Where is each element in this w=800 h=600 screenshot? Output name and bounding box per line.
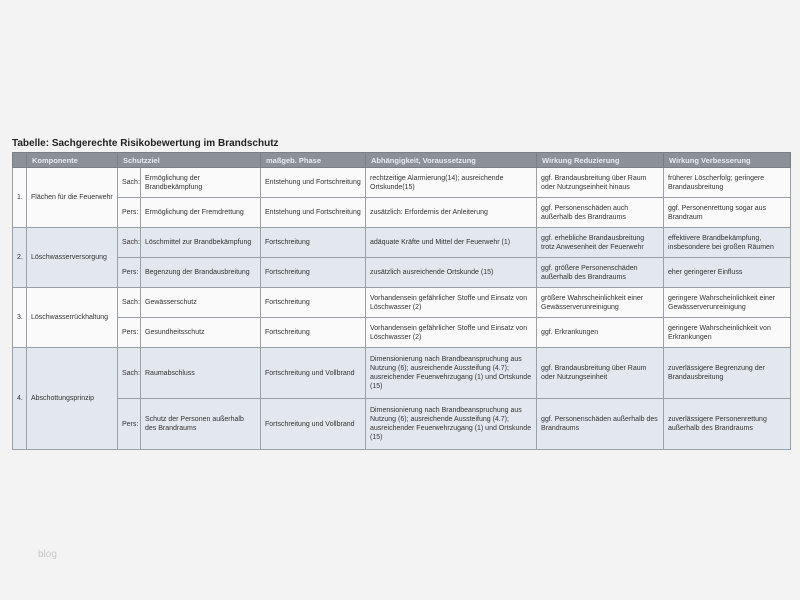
komponente-cell: Löschwasserrückhaltung xyxy=(27,288,118,348)
reduzierung-cell: ggf. Personenschäden außerhalb des Brandraums xyxy=(537,399,664,450)
reduzierung-cell: ggf. Brandausbreitung über Raum oder Nutzungseinheit hinaus xyxy=(537,168,664,198)
schutzziel-type: Sach: xyxy=(118,288,141,318)
header-row xyxy=(13,153,791,168)
watermark: blog xyxy=(38,549,57,560)
schutzziel-type: Pers: xyxy=(118,318,141,348)
table-title: Tabelle: Sachgerechte Risikobewertung im Brandschutz xyxy=(12,138,279,149)
komponente-cell: Löschwasserversorgung xyxy=(27,228,118,288)
schutzziel-cell: Raumabschluss xyxy=(141,348,261,399)
header-num xyxy=(13,153,27,168)
schutzziel-cell: Gesundheitsschutz xyxy=(141,318,261,348)
table-row xyxy=(13,228,791,258)
reduzierung-cell: größere Wahrscheinlichkeit einer Gewässerverunreinigung xyxy=(537,288,664,318)
table-row xyxy=(13,288,791,318)
verbesserung-cell: eher geringerer Einfluss xyxy=(664,258,791,288)
schutzziel-type: Pers: xyxy=(118,258,141,288)
table-row xyxy=(13,168,791,198)
schutzziel-type: Sach: xyxy=(118,168,141,198)
schutzziel-type: Sach: xyxy=(118,348,141,399)
reduzierung-cell: ggf. erhebliche Brandausbreitung trotz Anwesenheit der Feuerwehr xyxy=(537,228,664,258)
phase-cell: Fortschreitung xyxy=(261,318,366,348)
reduzierung-cell: ggf. Brandausbreitung über Raum oder Nutzungseinheit xyxy=(537,348,664,399)
header-verbesserung: Wirkung Verbesserung xyxy=(664,153,791,168)
schutzziel-type: Sach: xyxy=(118,228,141,258)
verbesserung-cell: effektivere Brandbekämpfung, insbesondere bei großen Räumen xyxy=(664,228,791,258)
risk-assessment-table xyxy=(12,152,791,450)
abhaengigkeit-cell: rechtzeitige Alarmierung(14); ausreichende Ortskunde(15) xyxy=(366,168,537,198)
row-number: 4. xyxy=(13,348,27,450)
verbesserung-cell: geringere Wahrscheinlichkeit einer Gewässerverunreinigung xyxy=(664,288,791,318)
table-row xyxy=(13,348,791,399)
header-phase: maßgeb. Phase xyxy=(261,153,366,168)
schutzziel-cell: Ermöglichung der Brandbekämpfung xyxy=(141,168,261,198)
header-reduzierung: Wirkung Reduzierung xyxy=(537,153,664,168)
schutzziel-cell: Begenzung der Brandausbreitung xyxy=(141,258,261,288)
row-number: 2. xyxy=(13,228,27,288)
phase-cell: Fortschreitung und Vollbrand xyxy=(261,399,366,450)
abhaengigkeit-cell: Dimensionierung nach Brandbeanspruchung aus Nutzung (6); ausreichende Aussteifung (4.7); ausreichender Feuerwehrzugang (1) und Ortskunde (15) xyxy=(366,399,537,450)
komponente-cell: Flächen für die Feuerwehr xyxy=(27,168,118,228)
verbesserung-cell: geringere Wahrscheinlichkeit von Erkrankungen xyxy=(664,318,791,348)
table-row xyxy=(13,399,791,450)
table-row xyxy=(13,318,791,348)
header-schutzziel: Schutzziel xyxy=(118,153,261,168)
schutzziel-cell: Schutz der Personen außerhalb des Brandraums xyxy=(141,399,261,450)
phase-cell: Fortschreitung xyxy=(261,228,366,258)
abhaengigkeit-cell: Vorhandensein gefährlicher Stoffe und Einsatz von Löschwasser (2) xyxy=(366,288,537,318)
schutzziel-type: Pers: xyxy=(118,198,141,228)
verbesserung-cell: ggf. Personenrettung sogar aus Brandraum xyxy=(664,198,791,228)
table-row xyxy=(13,198,791,228)
abhaengigkeit-cell: zusätzlich: Erfordernis der Anleiterung xyxy=(366,198,537,228)
schutzziel-type: Pers: xyxy=(118,399,141,450)
reduzierung-cell: ggf. Erkrankungen xyxy=(537,318,664,348)
phase-cell: Fortschreitung xyxy=(261,288,366,318)
phase-cell: Fortschreitung xyxy=(261,258,366,288)
header-abhaengigkeit: Abhängigkeit, Voraussetzung xyxy=(366,153,537,168)
abhaengigkeit-cell: Vorhandensein gefährlicher Stoffe und Einsatz von Löschwasser (2) xyxy=(366,318,537,348)
phase-cell: Fortschreitung und Vollbrand xyxy=(261,348,366,399)
phase-cell: Entstehung und Fortschreitung xyxy=(261,198,366,228)
schutzziel-cell: Löschmittel zur Brandbekämpfung xyxy=(141,228,261,258)
table-row xyxy=(13,258,791,288)
verbesserung-cell: zuverlässigere Personenrettung außerhalb des Brandraums xyxy=(664,399,791,450)
abhaengigkeit-cell: adäquate Kräfte und Mittel der Feuerwehr (1) xyxy=(366,228,537,258)
schutzziel-cell: Ermöglichung der Fremdrettung xyxy=(141,198,261,228)
abhaengigkeit-cell: Dimensionierung nach Brandbeanspruchung aus Nutzung (6); ausreichende Aussteifung (4.7); ausreichender Feuerwehrzugang (1) und Ortskunde (15) xyxy=(366,348,537,399)
reduzierung-cell: ggf. größere Personenschäden außerhalb des Brandraums xyxy=(537,258,664,288)
schutzziel-cell: Gewässerschutz xyxy=(141,288,261,318)
row-number: 3. xyxy=(13,288,27,348)
phase-cell: Entstehung und Fortschreitung xyxy=(261,168,366,198)
abhaengigkeit-cell: zusätzlich ausreichende Ortskunde (15) xyxy=(366,258,537,288)
header-komponente: Komponente xyxy=(27,153,118,168)
row-number: 1. xyxy=(13,168,27,228)
komponente-cell: Abschottungsprinzip xyxy=(27,348,118,450)
verbesserung-cell: früherer Löscherfolg; geringere Brandausbreitung xyxy=(664,168,791,198)
verbesserung-cell: zuverlässigere Begrenzung der Brandausbreitung xyxy=(664,348,791,399)
reduzierung-cell: ggf. Personenschäden auch außerhalb des Brandraums xyxy=(537,198,664,228)
